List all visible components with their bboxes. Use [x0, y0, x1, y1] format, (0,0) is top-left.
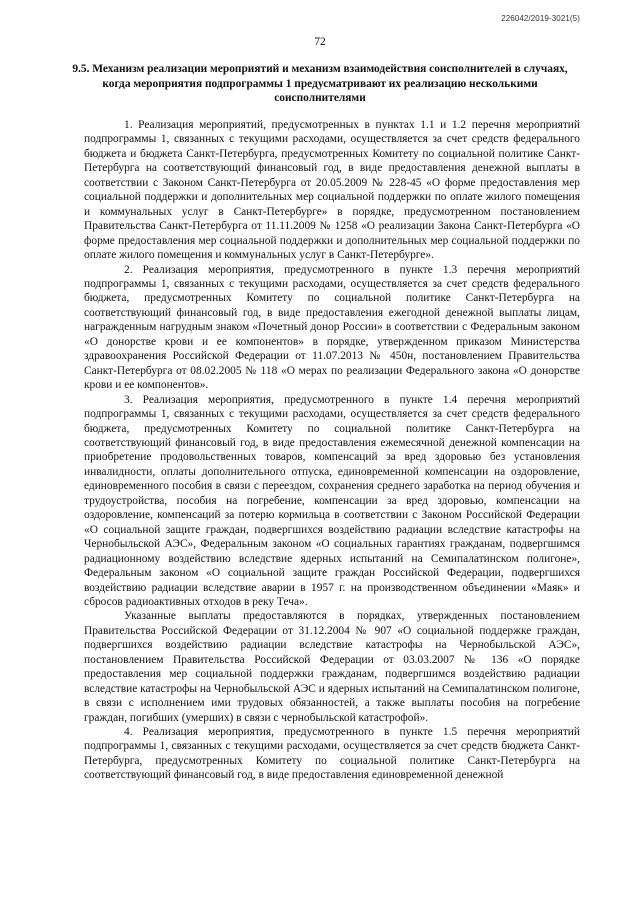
document-id: 226042/2019-3021(5) [501, 14, 580, 23]
document-body [84, 118, 580, 783]
section-heading: 9.5. Механизм реализации мероприятий и механизм взаимодействия соисполнителей в случаях, когда мероприятия подпрограммы 1 предусматривают их реализацию несколькими соисполнителями [72, 63, 568, 104]
paragraph: 4. Реализация мероприятия, предусмотренного в пункте 1.5 перечня мероприятий подпрограммы 1, связанных с текущими расходами, осуществляется за счет средств бюджета Санкт-Петербурга, предусмотренных Комитету по социальной политике Санкт-Петербурга на соответствующий финансовый год, в виде предоставления единовременной денежной [84, 726, 580, 782]
page-number: 72 [314, 36, 326, 48]
paragraph: 1. Реализация мероприятий, предусмотренных в пунктах 1.1 и 1.2 перечня мероприятий подпрограммы 1, связанных с текущими расходами, осуществляется за счет средств федерального бюджета и бюджета Санкт-Петербурга, предусмотренных Комитету по социальной политике Санкт-Петербурга на соответствующий финансовый год, в виде предоставления денежной выплаты в соответствии с Законом Санкт-Петербурга от 20.05.2009 № 228-45 «О форме предоставления мер социальной поддержки и дополнительных мер социальной поддержки по оплате жилого помещения и коммунальных услуг в Санкт-Петербурге» в порядке, предусмотренном постановлением Правительства Санкт-Петербурга от 11.11.2009 № 1258 «О реализации Закона Санкт-Петербурга «О форме предоставления мер социальной поддержки и дополнительных мер социальной поддержки по оплате жилого помещения и коммунальных услуг в Санкт-Петербурге». [84, 119, 580, 262]
paragraph: 3. Реализация мероприятия, предусмотренного в пункте 1.4 перечня мероприятий подпрограммы 1, связанных с текущими расходами, осуществляется за счет средств федерального бюджета, предусмотренных Комитету по социальной политике Санкт-Петербурга на соответствующий финансовый год, в виде предоставления ежемесячной денежной компенсации на приобретение продовольственных товаров, компенсаций за вред здоровью без установления инвалидности, оплаты дополнительного отпуска, единовременной компенсации на оздоровление, единовременного пособия в связи с переездом, сохранения среднего заработка на период обучения и трудоустройства, пособия на погребение, компенсации за вред здоровью, компенсации на оздоровление, компенсаций за потерю кормильца в соответствии с Законом Российской Федерации «О социальной защите граждан, подвергшихся воздействию радиации вследствие катастрофы на Чернобыльской АЭС», Федеральным законом «О социальных гарантиях гражданам, подвергшимся радиационному воздействию вследствие ядерных испытаний на Семипалатинском полигоне», Федеральным законом «О социальной защите граждан Российской Федерации, подвергшихся воздействию радиации вследствие аварии в 1957 г. на производственном объединении «Маяк» и сбросов радиоактивных отходов в реку Теча». [84, 393, 580, 608]
paragraph: Указанные выплаты предоставляются в порядках, утвержденных постановлением Правительства Российской Федерации от 31.12.2004 № 907 «О социальной поддержке граждан, подвергшихся воздействию радиации вследствие катастрофы на Чернобыльской АЭС», постановлением Правительства Российской Федерации от 03.03.2007 № 136 «О порядке предоставления мер социальной поддержки гражданам, подвергшимся воздействию радиации вследствие катастрофы на Чернобыльской АЭС и ядерных испытаний на Семипалатинском полигоне, в связи с исполнением ими трудовых обязанностей, а также выплаты пособия на погребение граждан, погибших (умерших) в связи с чернобыльской катастрофой». [84, 610, 580, 724]
paragraph: 2. Реализация мероприятия, предусмотренного в пункте 1.3 перечня мероприятий подпрограммы 1, связанных с текущими расходами, осуществляется за счет средств федерального бюджета, предусмотренных Комитету по социальной политике Санкт-Петербурга на соответствующий финансовый год, в виде предоставления ежегодной денежной выплаты лицам, награжденным нагрудным знаком «Почетный донор России» в соответствии с Федеральным законом «О донорстве крови и ее компонентов» в порядке, утвержденном приказом Министерства здравоохранения Российской Федерации от 11.07.2013 № 450н, постановлением Правительства Санкт-Петербурга от 08.02.2005 № 118 «О мерах по реализации Федерального закона «О донорстве крови и ее компонентов». [84, 263, 580, 392]
